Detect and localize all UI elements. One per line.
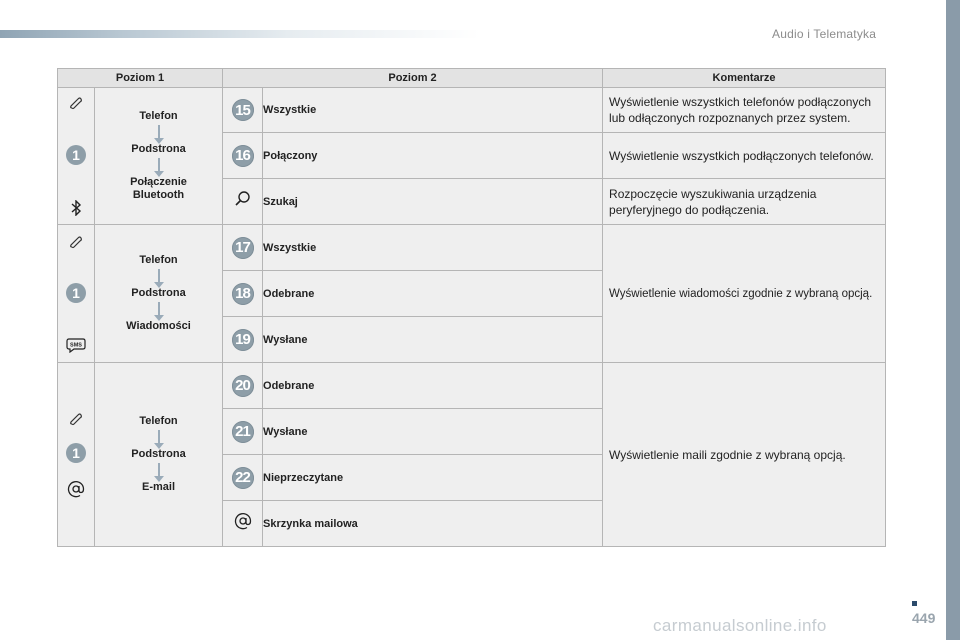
comment-cell: Wyświetlenie wszystkich podłączonych telefonów. bbox=[603, 133, 886, 179]
comment-cell: Rozpoczęcie wyszukiwania urządzenia peryferyjnego do podłączenia. bbox=[603, 179, 886, 225]
watermark: carmanualsonline.info bbox=[653, 616, 827, 635]
at-icon bbox=[234, 512, 252, 530]
page-marker bbox=[912, 601, 917, 606]
comment-cell: Wyświetlenie maili zgodnie z wybraną opcją. bbox=[603, 363, 886, 547]
group1-icons bbox=[58, 88, 95, 225]
badge-15: 15 bbox=[232, 99, 254, 121]
badge-19: 19 bbox=[232, 329, 254, 351]
page-edge-bar bbox=[946, 0, 960, 640]
path-email: E-mail bbox=[142, 481, 176, 493]
label-wszystkie: Wszystkie bbox=[263, 88, 603, 133]
badge-18: 18 bbox=[232, 283, 254, 305]
path-telefon: Telefon bbox=[139, 254, 178, 266]
path-telefon: Telefon bbox=[139, 415, 178, 427]
label-polaczony: Połączony bbox=[263, 133, 603, 179]
arrow-down-icon bbox=[158, 269, 160, 283]
phone-icon bbox=[69, 412, 83, 426]
section-title: Audio i Telematyka bbox=[772, 27, 877, 41]
arrow-down-icon bbox=[158, 158, 160, 172]
phone-icon bbox=[69, 235, 83, 249]
level1-badge: 1 bbox=[66, 145, 86, 165]
table-row bbox=[58, 363, 886, 409]
svg-text:SMS: SMS bbox=[70, 342, 82, 348]
badge-20: 20 bbox=[232, 375, 254, 397]
arrow-down-icon bbox=[158, 463, 160, 477]
at-icon bbox=[67, 480, 85, 498]
bluetooth-icon bbox=[70, 200, 82, 216]
phone-icon bbox=[69, 96, 83, 110]
level1-badge: 1 bbox=[66, 443, 86, 463]
table-row bbox=[58, 225, 886, 271]
group3-path bbox=[95, 363, 223, 547]
table-row bbox=[58, 88, 886, 133]
menu-table bbox=[57, 68, 886, 547]
group2-path bbox=[95, 225, 223, 363]
comment-cell: Wyświetlenie wiadomości zgodnie z wybraną opcją. bbox=[603, 225, 886, 363]
label-odebrane: Odebrane bbox=[263, 271, 603, 317]
table-header-row bbox=[58, 69, 886, 88]
page-number: 449 bbox=[912, 610, 936, 626]
group1-path bbox=[95, 88, 223, 225]
group2-icons bbox=[58, 225, 95, 363]
badge-21: 21 bbox=[232, 421, 254, 443]
header-comments: Komentarze bbox=[603, 69, 886, 88]
label-wszystkie: Wszystkie bbox=[263, 225, 603, 271]
label-skrzynka-mailowa: Skrzynka mailowa bbox=[263, 501, 603, 547]
level1-badge: 1 bbox=[66, 283, 86, 303]
path-podstrona: Podstrona bbox=[131, 448, 186, 460]
group3-icons bbox=[58, 363, 95, 547]
path-podstrona: Podstrona bbox=[131, 287, 186, 299]
label-wyslane: Wysłane bbox=[263, 409, 603, 455]
comment-cell: Wyświetlenie wszystkich telefonów podłączonych lub odłączonych rozpoznanych przez system. bbox=[603, 88, 886, 133]
sms-icon bbox=[66, 337, 86, 353]
path-bluetooth: Połączenie Bluetooth bbox=[130, 176, 187, 201]
arrow-down-icon bbox=[158, 302, 160, 316]
label-nieprzeczytane: Nieprzeczytane bbox=[263, 455, 603, 501]
search-icon bbox=[234, 190, 252, 208]
path-podstrona: Podstrona bbox=[131, 143, 186, 155]
header-level1: Poziom 1 bbox=[58, 69, 223, 88]
header-accent-bar bbox=[0, 30, 480, 38]
label-szukaj: Szukaj bbox=[263, 179, 603, 225]
arrow-down-icon bbox=[158, 430, 160, 444]
arrow-down-icon bbox=[158, 125, 160, 139]
header-level2: Poziom 2 bbox=[223, 69, 603, 88]
label-odebrane: Odebrane bbox=[263, 363, 603, 409]
badge-22: 22 bbox=[232, 467, 254, 489]
badge-17: 17 bbox=[232, 237, 254, 259]
path-wiadomosci: Wiadomości bbox=[126, 320, 191, 332]
label-wyslane: Wysłane bbox=[263, 317, 603, 363]
badge-16: 16 bbox=[232, 145, 254, 167]
path-telefon: Telefon bbox=[139, 110, 178, 122]
